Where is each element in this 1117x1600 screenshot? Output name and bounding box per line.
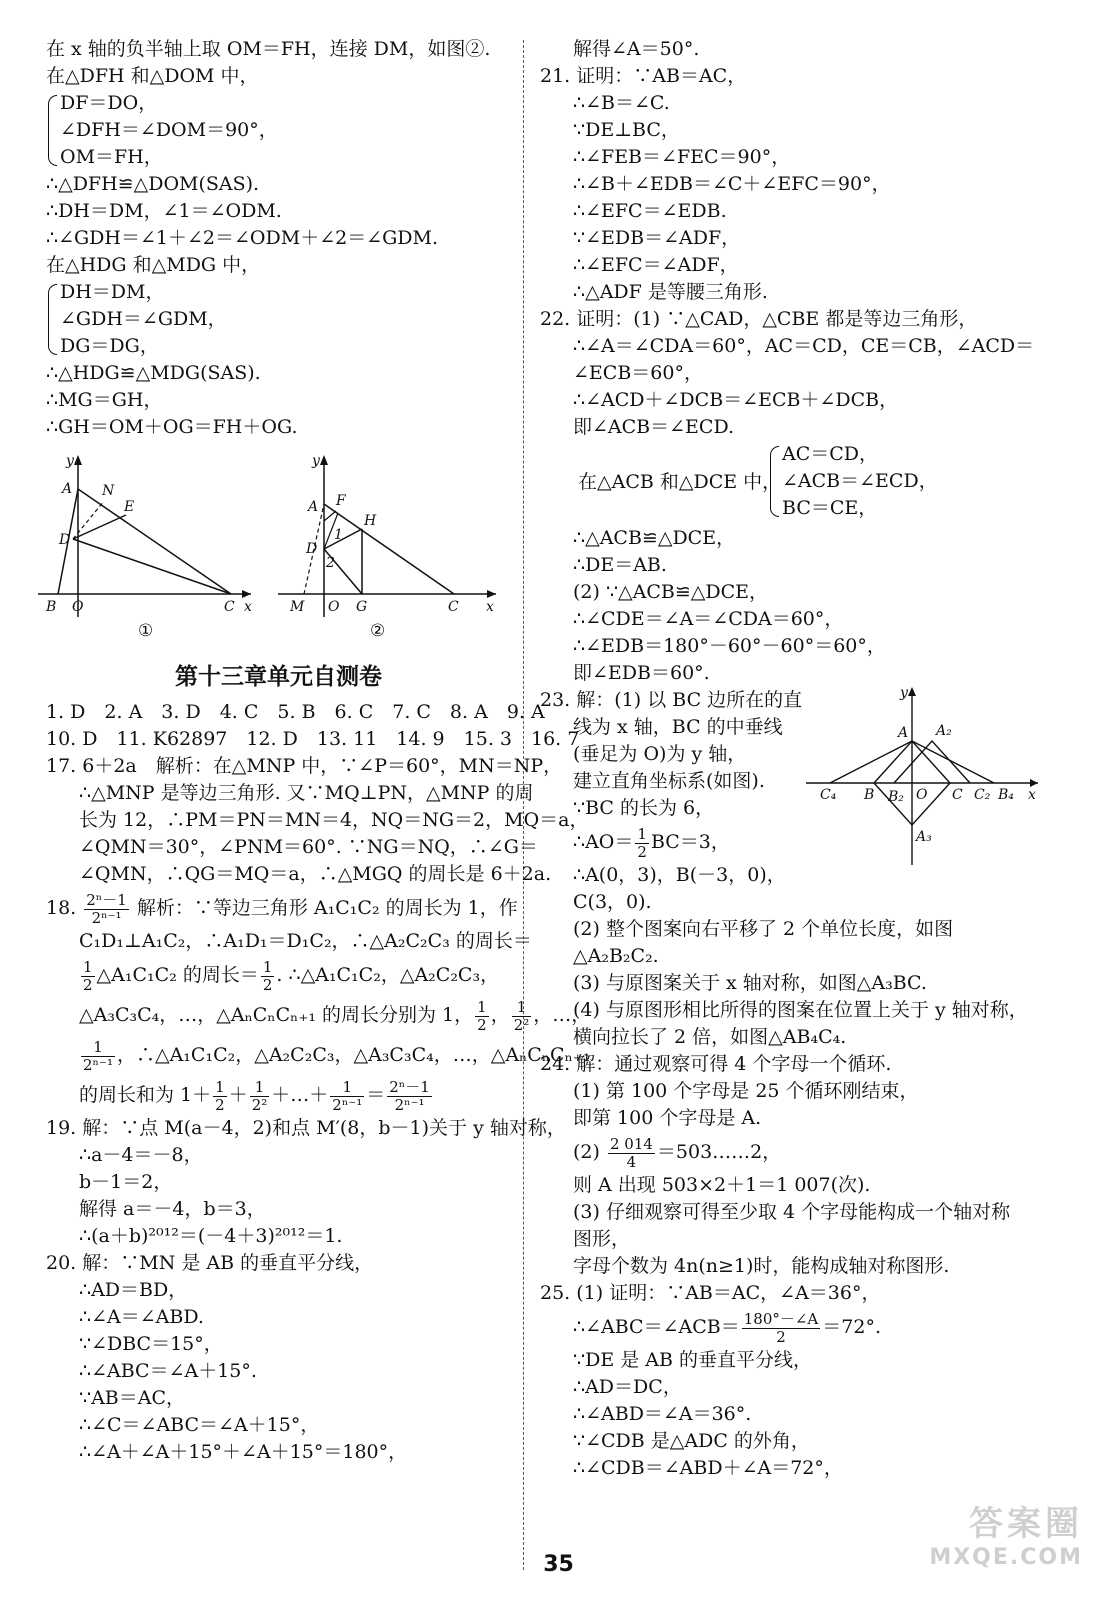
q24-line: (2) $\frac{2 014}{4}$ ＝503……2， [573, 1134, 782, 1171]
q25-line: 25. (1) 证明：∵AB＝AC，∠A＝36°， [540, 1282, 881, 1304]
text-line: ∴GH＝OM＋OG＝FH＋OG. [46, 416, 298, 438]
label-C: C [224, 599, 235, 615]
q22-line: ∠ECB＝60°， [573, 362, 703, 384]
q24-line: 则 A 出现 503×2＋1＝1 007(次). [573, 1174, 871, 1196]
text-line: ∴∠GDH＝∠1＋∠2＝∠ODM＋∠2＝∠GDM. [46, 227, 439, 249]
q20-line: 20. 解：∵MN 是 AB 的垂直平分线， [46, 1252, 374, 1274]
q17-line: ∠QMN＝30°，∠PNM＝60°. ∵NG＝NQ，∴∠G＝ [79, 836, 538, 858]
q22-line: 即∠EDB＝60°. [573, 662, 710, 684]
label-C: C [952, 787, 963, 803]
label-O: O [328, 599, 340, 615]
label-2: 2 [326, 555, 335, 571]
q19-line: 19. 解：∵点 M(a－4，2)和点 M′(8，b－1)关于 y 轴对称， [46, 1117, 566, 1139]
q22-line: ∴∠ACD＋∠DCB＝∠ECB＋∠DCB， [573, 389, 899, 411]
chapter-title: 第十三章单元自测卷 [175, 664, 382, 690]
q25-line: ∴AD＝DC， [573, 1376, 682, 1398]
label-C4: C₄ [820, 787, 837, 803]
q23-line: 横向拉长了 2 倍，如图△AB₄C₄. [573, 1026, 847, 1048]
q23-line: (垂足为 O)为 y 轴， [573, 743, 747, 765]
q25-line: ∵DE 是 AB 的垂直平分线， [573, 1349, 812, 1371]
q23-line: (3) 与原图案关于 x 轴对称，如图△A₃BC. [573, 972, 927, 994]
q23-line: 23. 解：(1) 以 BC 边所在的直 [540, 689, 803, 711]
q18-line: C₁D₁⊥A₁C₂，∴A₁D₁＝D₁C₂，∴△A₂C₂C₃ 的周长＝ [79, 930, 532, 952]
q22-system-label: 在△ACB 和△DCE 中， [578, 471, 782, 493]
q22-line: 22. 证明：(1) ∵△CAD，△CBE 都是等边三角形， [540, 308, 978, 330]
q23-line: ∵BC 的长为 6， [573, 797, 715, 819]
right-column [540, 36, 1050, 1482]
q20-line: ∴∠ABC＝∠A＋15°. [79, 1360, 257, 1382]
q17-line: 长为 12，∴PM＝PN＝MN＝4，NQ＝NG＝2，MQ＝a， [79, 809, 589, 831]
q19-line: ∴(a＋b)²⁰¹²＝(－4＋3)²⁰¹²＝1. [79, 1225, 343, 1247]
q20-line: ∴∠C＝∠ABC＝∠A＋15°， [79, 1414, 320, 1436]
answers-row-1: 1. D 2. A 3. D 4. C 5. B 6. C 7. C 8. A 9. A [46, 701, 545, 723]
q19-line: 解得 a＝－4，b＝3， [79, 1198, 266, 1220]
q23-line: C(3，0). [573, 891, 652, 913]
q21-line: ∵∠EDB＝∠ADF， [573, 227, 741, 249]
q25-line: ∵∠CDB 是△ADC 的外角， [573, 1430, 810, 1452]
text-line: ∠GDH＝∠GDM， [60, 308, 227, 330]
q21-line: ∴△ADF 是等腰三角形. [573, 281, 768, 303]
label-B4: B₄ [998, 787, 1014, 803]
q20-line: ∴AD＝BD， [79, 1279, 188, 1301]
label-F: F [336, 493, 346, 509]
q24-line: (1) 第 100 个字母是 25 个循环刚结束， [573, 1080, 919, 1102]
text-line: ∴△DFH≌△DOM(SAS). [46, 173, 260, 195]
q22-line: (2) ∵△ACB≌△DCE， [573, 581, 769, 603]
text-line: OM＝FH， [60, 146, 163, 168]
text-line: ∴DH＝DM，∠1＝∠ODM. [46, 200, 282, 222]
label-y: y [66, 453, 74, 469]
label-x: x [486, 599, 494, 615]
q17-line: 17. 6＋2a 解析：在△MNP 中，∵∠P＝60°，MN＝NP， [46, 755, 563, 777]
q20-line: ∴∠A＝∠ABD. [79, 1306, 204, 1328]
q23-coordinate-figure [802, 683, 1042, 868]
q24-line: 图形， [573, 1228, 631, 1250]
left-column [46, 36, 591, 1466]
q23-line: (2) 整个图案向右平移了 2 个单位长度，如图 [573, 918, 954, 940]
figure-1 [26, 449, 256, 619]
q21-line: 21. 证明：∵AB＝AC， [540, 65, 747, 87]
text-line: ∠DFH＝∠DOM＝90°， [60, 119, 278, 141]
equation-system-1 [46, 90, 511, 171]
q22-line: ∴DE＝AB. [573, 554, 667, 576]
watermark-logo: 答案圈 MXQE.COM [929, 1504, 1083, 1570]
answers-row-2: 10. D 11. K62897 12. D 13. 11 14. 9 15. 3 16. 7 [46, 728, 580, 750]
text-line: ∴△HDG≌△MDG(SAS). [46, 362, 261, 384]
q19-line: ∴a－4＝－8， [79, 1144, 203, 1166]
text-line: 在 x 轴的负半轴上取 OM＝FH，连接 DM，如图②. [46, 38, 491, 60]
label-x: x [244, 599, 252, 615]
q25-line: ∴∠CDB＝∠ABD＋∠A＝72°， [573, 1457, 843, 1479]
q25-line: ∴∠ABC＝∠ACB＝ $\frac{180^\circ-\angle A}{2}$ ＝72°. [573, 1309, 881, 1346]
fraction: $\frac{\text{2ⁿ－1}}{\text{2ⁿ⁻¹}}$ [86, 890, 127, 927]
q23-line: ∴AO＝ $\frac{1}{2}$ BC＝3， [573, 824, 730, 861]
label-C: C [448, 599, 459, 615]
q24-line: 24. 解：通过观察可得 4 个字母一个循环. [540, 1053, 892, 1075]
page-number: 35 [543, 1552, 574, 1577]
label-O: O [72, 599, 84, 615]
q21-line: ∴∠B＝∠C. [573, 92, 670, 114]
q18-line: 18. $\frac{\text{2ⁿ－1}}{\text{2ⁿ⁻¹}}$ 解析：∵等边三角形 A₁C₁C₂ 的周长为 1，作 [46, 890, 518, 927]
equation-system-3: AC＝CD， ∠ACB＝∠ECD， BC＝CE， [768, 441, 938, 522]
q22-line: ∴∠A＝∠CDA＝60°，AC＝CD，CE＝CB，∠ACD＝ [573, 335, 1035, 357]
label-y: y [900, 685, 908, 701]
q20-line: ∴∠A＋∠A＋15°＋∠A＋15°＝180°， [79, 1441, 408, 1463]
q23-line: 建立直角坐标系(如图). [573, 770, 765, 792]
label-C2: C₂ [974, 787, 991, 803]
text-line: DH＝DM， [60, 281, 165, 303]
label-A: A [898, 725, 909, 741]
q19-line: b－1＝2， [79, 1171, 173, 1193]
text-line: DG＝DG， [60, 335, 159, 357]
label-O: O [916, 787, 928, 803]
q18-line: $\frac{1}{2}$ △A₁C₁C₂ 的周长＝ $\frac{1}{2}$ . ∴△A₁C₁C₂，△A₂C₂C₃， [83, 957, 500, 994]
q21-line: ∵DE⊥BC， [573, 119, 680, 141]
q25-line: ∴∠ABD＝∠A＝36°. [573, 1403, 752, 1425]
label-E: E [124, 499, 135, 515]
label-y: y [312, 453, 320, 469]
text-line: ∴MG＝GH， [46, 389, 163, 411]
figure-2-caption: ② [370, 621, 386, 641]
label-A: A [62, 481, 73, 497]
q24-line: 字母个数为 4n(n≥1)时，能构成轴对称图形. [573, 1255, 950, 1277]
label-G: G [356, 599, 368, 615]
q22-line: 即∠ACB＝∠ECD. [573, 416, 735, 438]
q23-block [540, 687, 1050, 862]
q21-line: ∴∠B＋∠EDB＝∠C＋∠EFC＝90°， [573, 173, 891, 195]
q24-line: 即第 100 个字母是 A. [573, 1107, 762, 1129]
text-line: 在△HDG 和△MDG 中， [46, 254, 261, 276]
figure-2 [276, 449, 506, 619]
label-D: D [306, 541, 318, 557]
label-A2: A₂ [936, 723, 952, 739]
q18-line: △A₃C₃C₄，…，△AₙCₙCₙ₊₁ 的周长分别为 1， $\frac{1}{2}$ ， $\frac{1}{\text{2²}}$ ，…， [79, 997, 591, 1034]
figure-1-caption: ① [138, 621, 154, 641]
label-A: A [308, 499, 319, 515]
text-line: 在△DFH 和△DOM 中， [46, 65, 259, 87]
label-1: 1 [334, 527, 343, 543]
q18-line: $\frac{1}{\text{2ⁿ⁻¹}}$ ，∴△A₁C₁C₂，△A₂C₂C₃，△A₃C₃C₄，…，△AₙCₙCₙ₊₁ [83, 1037, 591, 1074]
label-B: B [864, 787, 875, 803]
q21-line: ∴∠EFC＝∠ADF， [573, 254, 739, 276]
q23-line: △A₂B₂C₂. [573, 945, 659, 967]
q22-line: ∴△ACB≌△DCE， [573, 527, 736, 549]
q23-line: ∴A(0，3)，B(－3，0)， [573, 864, 786, 886]
q22-line: ∴∠CDE＝∠A＝∠CDA＝60°， [573, 608, 844, 630]
label-M: M [290, 599, 305, 615]
label-B2: B₂ [888, 789, 904, 805]
text-line: DF＝DO， [60, 92, 158, 114]
label-D: D [59, 532, 71, 548]
equation-system-2 [46, 279, 511, 360]
label-x: x [1028, 787, 1036, 803]
q24-line: (3) 仔细观察可得至少取 4 个字母能构成一个轴对称 [573, 1201, 1011, 1223]
label-B: B [46, 599, 57, 615]
q23-line: 线为 x 轴，BC 的中垂线 [573, 716, 783, 738]
q22-system [540, 441, 1050, 525]
q22-line: ∴∠EDB＝180°－60°－60°＝60°， [573, 635, 886, 657]
text-line: 解得∠A＝50°. [573, 38, 700, 60]
label-A3: A₃ [916, 829, 932, 845]
q18-line: 的周长和为 1＋ $\frac{1}{2}$ ＋ $\frac{1}{\text{2²}}$ ＋…＋ $\frac{1}{\text{2ⁿ⁻¹}}$ ＝ $\frac{\text{2ⁿ－1}}{\text{2ⁿ⁻¹}}$ [79, 1077, 430, 1114]
q20-line: ∵AB＝AC， [79, 1387, 186, 1409]
label-N: N [102, 483, 115, 499]
q21-line: ∴∠FEB＝∠FEC＝90°， [573, 146, 791, 168]
q21-line: ∴∠EFC＝∠EDB. [573, 200, 727, 222]
geometry-figures [46, 449, 511, 649]
q17-line: ∠QMN，∴QG＝MQ＝a，∴△MGQ 的周长是 6＋2a. [79, 863, 552, 885]
q20-line: ∵∠DBC＝15°， [79, 1333, 223, 1355]
label-H: H [364, 513, 377, 529]
q17-line: ∴△MNP 是等边三角形. 又∵MQ⊥PN，△MNP 的周 [79, 782, 534, 804]
q23-line: (4) 与原图形相比所得的图案在位置上关于 y 轴对称， [573, 999, 1028, 1021]
